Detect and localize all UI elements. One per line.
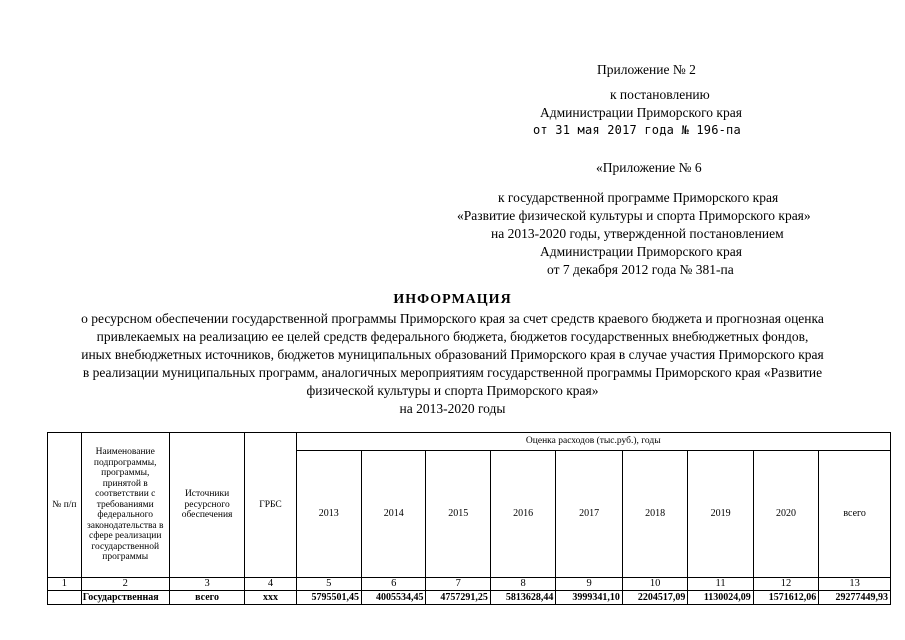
index-cell: 3 — [169, 578, 245, 591]
index-row — [48, 578, 891, 591]
resource-table — [47, 432, 891, 605]
program-line-2: «Развитие физической культуры и спорта Приморского края» — [457, 208, 811, 223]
value-2018: 2204517,09 — [622, 591, 687, 605]
year-total: всего — [819, 451, 891, 578]
year-2018: 2018 — [622, 451, 687, 578]
year-2013: 2013 — [296, 451, 361, 578]
title-heading: ИНФОРМАЦИЯ — [393, 292, 512, 307]
row-num — [48, 591, 82, 605]
title-line-3: иных внебюджетных источников, бюджетов муниципальных образований Приморского края в случае участия Приморского края — [81, 347, 824, 362]
index-cell: 4 — [245, 578, 296, 591]
value-total: 29277449,93 — [819, 591, 891, 605]
program-line-5: от 7 декабря 2012 года № 381-па — [547, 262, 734, 277]
row-source: всего — [169, 591, 245, 605]
appendix-6: «Приложение № 6 — [596, 160, 702, 175]
value-2019: 1130024,09 — [688, 591, 753, 605]
value-2016: 5813628,44 — [490, 591, 555, 605]
index-cell: 9 — [556, 578, 622, 591]
year-2020: 2020 — [753, 451, 818, 578]
year-2016: 2016 — [490, 451, 555, 578]
index-cell: 6 — [362, 578, 426, 591]
program-line-1: к государственной программе Приморского края — [498, 190, 779, 205]
index-cell: 10 — [622, 578, 687, 591]
row-name: Государственная — [81, 591, 169, 605]
program-line-4: Администрации Приморского края — [540, 244, 742, 259]
index-cell: 11 — [688, 578, 753, 591]
value-2015: 4757291,25 — [426, 591, 490, 605]
title-line-4: в реализации муниципальных программ, аналогичных мероприятиям государственной программы Приморского края «Развитие — [82, 365, 823, 380]
to-resolution: к постановлению — [610, 87, 710, 102]
value-2013: 5795501,45 — [296, 591, 361, 605]
col-header-num: № п/п — [48, 433, 82, 578]
index-cell: 8 — [490, 578, 555, 591]
title-line-2: привлекаемых на реализацию ее целей средств федерального бюджета, бюджетов государственных внебюджетных фондов, — [96, 329, 809, 344]
program-line-3: на 2013-2020 годы, утвержденной постановлением — [491, 226, 784, 241]
title-line-1: о ресурсном обеспечении государственной программы Приморского края за счет средств краевого бюджета и прогнозная оценка — [81, 311, 824, 326]
year-2015: 2015 — [426, 451, 490, 578]
index-cell: 13 — [819, 578, 891, 591]
col-header-grbs: ГРБС — [245, 433, 296, 578]
col-header-estimate: Оценка расходов (тыс.руб.), годы — [296, 433, 890, 451]
col-header-source: Источники ресурсного обеспечения — [169, 433, 245, 578]
index-cell: 2 — [81, 578, 169, 591]
value-2017: 3999341,10 — [556, 591, 622, 605]
year-2019: 2019 — [688, 451, 753, 578]
year-2014: 2014 — [362, 451, 426, 578]
administration: Администрации Приморского края — [540, 105, 742, 120]
col-header-name: Наименование подпрограммы, программы, принятой в соответствии с требованиями федерального законодательства в сфере реализации государственной программы — [81, 433, 169, 578]
index-cell: 5 — [296, 578, 361, 591]
value-2014: 4005534,45 — [362, 591, 426, 605]
title-line-6: на 2013-2020 годы — [399, 401, 506, 416]
value-2020: 1571612,06 — [753, 591, 818, 605]
row-grbs: ххх — [245, 591, 296, 605]
index-cell: 12 — [753, 578, 818, 591]
index-cell: 1 — [48, 578, 82, 591]
resolution-date: от 31 мая 2017 года № 196-па — [533, 123, 741, 137]
table-row — [48, 591, 891, 605]
title-line-5: физической культуры и спорта Приморского края» — [306, 383, 599, 398]
appendix-number: Приложение № 2 — [597, 62, 696, 77]
year-2017: 2017 — [556, 451, 622, 578]
index-cell: 7 — [426, 578, 490, 591]
